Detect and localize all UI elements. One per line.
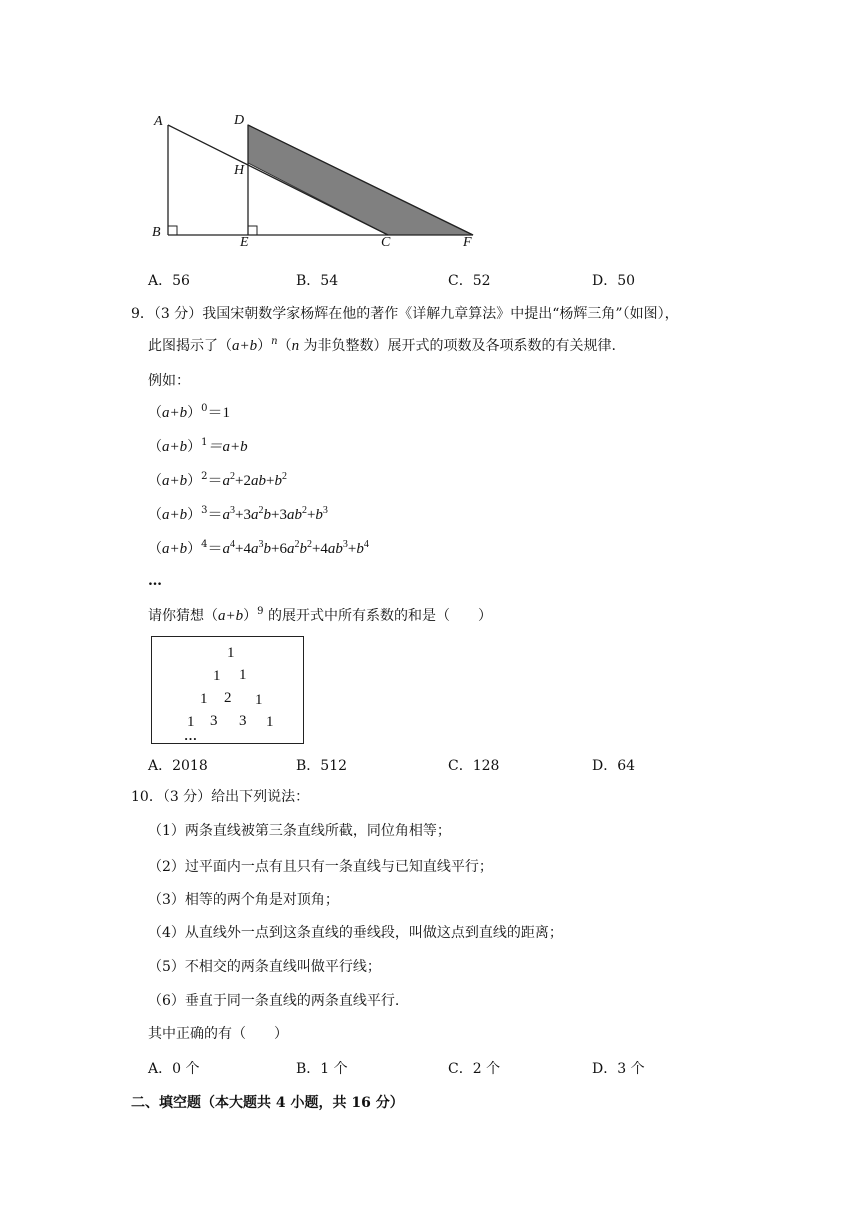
label-e: E	[240, 235, 249, 250]
q9-example: 例如：	[148, 373, 190, 389]
eq1-ab: a+b	[162, 439, 188, 455]
tri-r4-3: 3	[239, 713, 247, 729]
q9-eq4	[148, 539, 369, 559]
eq1-rhs: ＝a+b	[207, 439, 248, 455]
label-b: B	[152, 225, 161, 240]
tri-r3-2: 2	[224, 690, 232, 706]
q10-title: 10．（3 分）给出下列说法：	[131, 789, 310, 805]
q9-option-d[interactable]: D．64	[592, 758, 636, 774]
q10-ask: 其中正确的有（ ）	[148, 1026, 288, 1042]
q8-option-c[interactable]: C．52	[448, 273, 491, 289]
tri-dots: …	[184, 728, 197, 743]
eq0-rhs: ＝1	[207, 405, 231, 421]
eq4-ab: a+b	[162, 541, 188, 557]
tri-r2-2: 1	[239, 667, 247, 683]
eq2-close: ）	[187, 473, 202, 489]
section-2-heading: 二、填空题（本大题共 4 小题，共 16 分）	[131, 1095, 404, 1111]
ask-exp: 9	[257, 606, 264, 617]
q9-line2-ab: a+b	[232, 338, 258, 354]
eq1-close: ）	[187, 439, 202, 455]
yanghui-triangle-figure	[151, 636, 304, 744]
eq3-exp: 3	[201, 505, 208, 516]
q10-item-1: （1）两条直线被第三条直线所截，同位角相等；	[148, 823, 451, 839]
eq3-close: ）	[187, 507, 202, 523]
eq1-open: （	[148, 439, 162, 455]
q9-option-c[interactable]: C．128	[448, 758, 500, 774]
label-a: A	[154, 114, 163, 129]
q10-item-5: （5）不相交的两条直线叫做平行线；	[148, 959, 381, 975]
ask-close: ）	[243, 608, 258, 624]
q9-line2-mid2: （	[277, 338, 292, 354]
q9-option-a[interactable]: A．2018	[148, 758, 208, 774]
ask-post: 的展开式中所有系数的和是（ ）	[263, 608, 492, 624]
tri-r4-4: 1	[266, 714, 274, 730]
q9-line2-n2: n	[291, 338, 300, 354]
q10-option-b[interactable]: B．1 个	[296, 1061, 348, 1077]
tri-r4-2: 3	[210, 713, 218, 729]
q10-option-c[interactable]: C．2 个	[448, 1061, 501, 1077]
q10-item-2: （2）过平面内一点有且只有一条直线与已知直线平行；	[148, 859, 493, 875]
eq3-ab: a+b	[162, 507, 188, 523]
q9-line2-pre: 此图揭示了（	[148, 338, 232, 354]
right-angle-e	[248, 226, 257, 235]
eq2-ab: a+b	[162, 473, 188, 489]
q9-ask	[148, 606, 492, 626]
right-angle-b	[168, 226, 177, 235]
eq2-rhs: $=a^2+2ab+b^2$	[207, 471, 287, 489]
eq4-exp: 4	[201, 539, 208, 550]
label-f: F	[463, 235, 472, 250]
q10-item-3: （3）相等的两个角是对顶角；	[148, 892, 339, 908]
eq3-open: （	[148, 507, 162, 523]
q10-option-d[interactable]: D．3 个	[592, 1061, 645, 1077]
label-d: D	[234, 113, 245, 128]
eq0-open: （	[148, 405, 162, 421]
eq2-open: （	[148, 473, 162, 489]
eq4-rhs: $=a^4+4a^3b+6a^2b^2+4ab^3+b^4$	[207, 539, 369, 557]
q9-eq0	[148, 403, 230, 423]
q10-item-4: （4）从直线外一点到这条直线的垂线段，叫做这点到直线的距离；	[148, 925, 563, 941]
q9-line1: 9．（3 分）我国宋朝数学家杨辉在他的著作《详解九章算法》中提出“杨辉三角”（如图），	[131, 306, 679, 322]
tri-r2-1: 1	[213, 668, 221, 684]
q8-option-a[interactable]: A．56	[148, 273, 190, 289]
q9-line2-n: n	[271, 336, 278, 347]
q9-line2-mid: ）	[257, 338, 272, 354]
q9-eq2	[148, 471, 287, 491]
q9-ellipsis: …	[148, 573, 162, 589]
q8-option-d[interactable]: D．50	[592, 273, 636, 289]
eq2-exp: 2	[201, 471, 208, 482]
tri-r3-1: 1	[200, 691, 208, 707]
eq0-ab: a+b	[162, 405, 188, 421]
q8-option-b[interactable]: B．54	[296, 273, 339, 289]
geometry-figure	[140, 105, 490, 255]
label-h: H	[234, 163, 245, 178]
q10-item-6: （6）垂直于同一条直线的两条直线平行.	[148, 993, 400, 1009]
eq4-open: （	[148, 541, 162, 557]
q9-eq3	[148, 505, 328, 525]
ask-ab: a+b	[218, 608, 244, 624]
tri-r3-3: 1	[255, 692, 263, 708]
q9-option-b[interactable]: B．512	[296, 758, 348, 774]
q9-line2-post: 为非负整数）展开式的项数及各项系数的有关规律.	[299, 338, 616, 354]
q10-option-a[interactable]: A．0 个	[148, 1061, 200, 1077]
ask-pre: 请你猜想（	[148, 608, 218, 624]
eq0-exp: 0	[201, 403, 208, 414]
label-c: C	[381, 235, 391, 250]
eq0-close: ）	[187, 405, 202, 421]
tri-r1-1: 1	[227, 645, 235, 661]
eq1-exp: 1	[201, 437, 208, 448]
eq4-close: ）	[187, 541, 202, 557]
q9-eq1	[148, 437, 248, 457]
eq3-rhs: $=a^3+3a^2b+3ab^2+b^3$	[207, 505, 328, 523]
q9-line2	[148, 336, 616, 356]
tri-r4-1: 1	[187, 714, 195, 730]
